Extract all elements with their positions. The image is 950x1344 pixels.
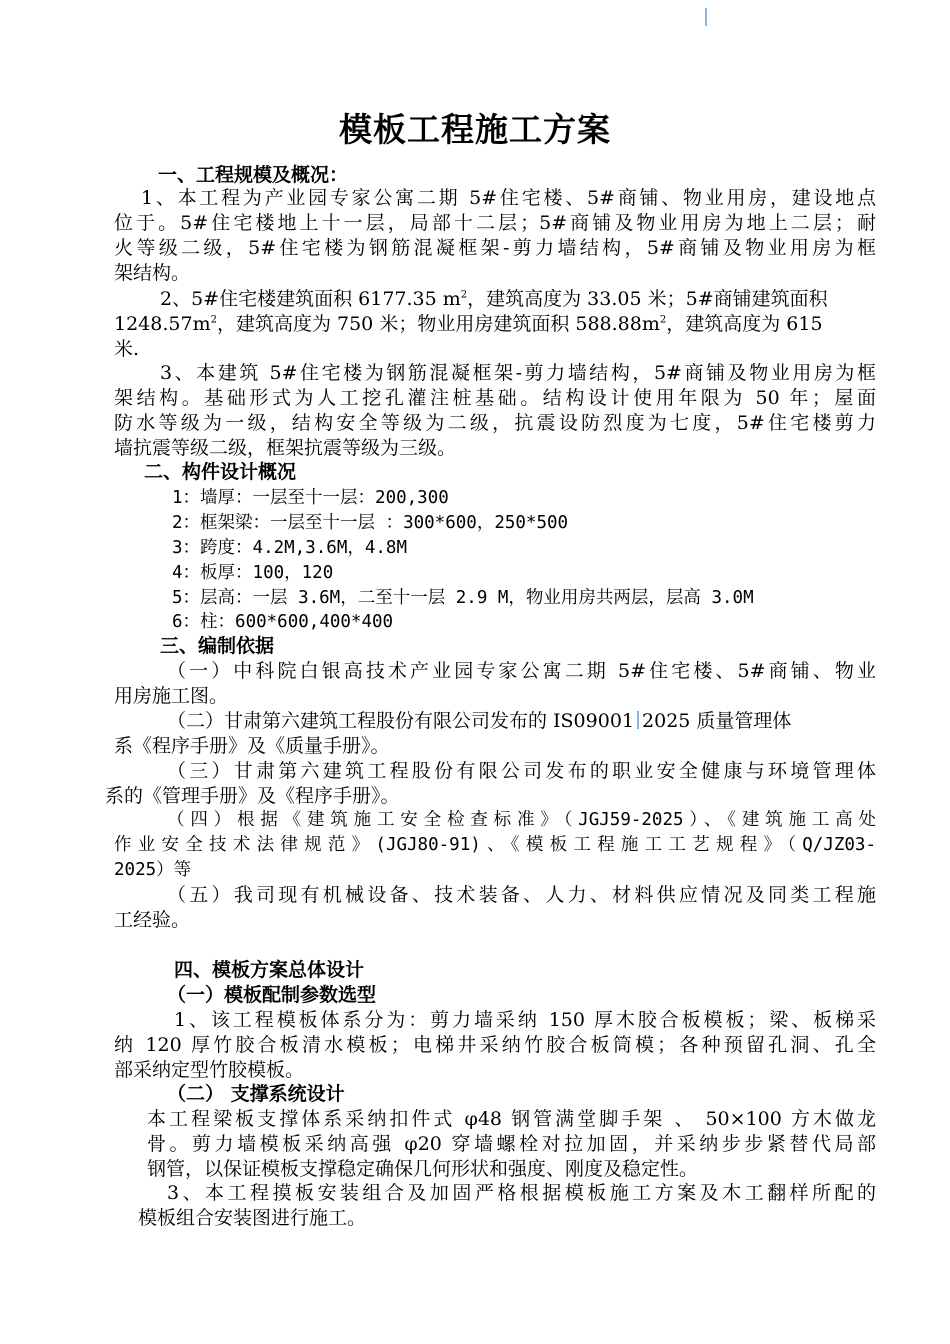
cursor-mark: [705, 8, 707, 26]
s2-item-1: 1：墙厚：一层至十一层：200,300: [172, 488, 449, 508]
section-3-heading: 三、编制依据: [160, 635, 275, 657]
s3-b4-line-1: （四）根据《建筑施工安全检查标准》（JGJ59-2025）、《建筑施工高处: [167, 810, 876, 830]
s4-p1-line-1: 1、该工程模板体系分为：剪力墙采纳 150 厚木胶合板模板；梁、板梯采: [174, 1009, 876, 1031]
s4-p3-line-1: 3、本工程摸板安装组合及加固严格根据模板施工方案及木工翻样所配的: [167, 1182, 876, 1204]
section-1-heading: 一、工程规模及概况：: [158, 164, 349, 186]
s1-p2-line-2: $1248.57m^2$，建筑高度为 750 米；物业用房建筑面积 $588.88m^2$，建筑高度为 615: [114, 313, 823, 335]
s3-b2-line-2: 系《程序手册》及《质量手册》。: [114, 735, 390, 757]
s4-p2-line-2: 骨。剪力墙模板采纳高强 φ20 穿墙螺栓对拉加固，并采纳步步紧替代局部: [147, 1133, 876, 1155]
s4-sub2-heading: （二） 支撑系统设计: [167, 1083, 345, 1105]
s3-b5-line-2: 工经验。: [114, 909, 191, 931]
section-2-heading: 二、构件设计概况: [144, 461, 297, 483]
s2-item-2: 2：框架梁：一层至十一层 ：300*600，250*500: [172, 513, 569, 533]
s3-b4-line-3: 2025）等: [114, 860, 192, 880]
s2-item-4: 4：板厚：100，120: [172, 563, 334, 583]
s1-p1-line-3: 火等级二级，5#住宅楼为钢筋混凝框架-剪力墙结构，5#商铺及物业用房为框: [114, 237, 876, 259]
s1-p3-line-4: 墙抗震等级二级，框架抗震等级为三级。: [114, 437, 457, 459]
s2-item-6: 6：柱：600*600,400*400: [172, 612, 394, 632]
s1-p1-line-4: 架结构。: [114, 262, 191, 284]
s4-sub1-heading: （一）模板配制参数选型: [167, 984, 377, 1006]
s3-b4-line-2: 作业安全技术法律规范》(JGJ80-91)、《模板工程施工工艺规程》（Q/JZ03-: [114, 835, 876, 855]
s3-b5-line-1: （五）我司现有机械设备、技术装备、人力、材料供应情况及同类工程施: [167, 884, 876, 906]
s4-p2-line-3: 钢管，以保证模板支撑稳定确保几何形状和强度、刚度及稳定性。: [147, 1158, 699, 1180]
s4-p3-line-2: 模板组合安装图进行施工。: [138, 1207, 367, 1229]
s3-b2-line-1: （二）甘肃第六建筑工程股份有限公司发布的 IS09001 2025 质量管理体: [167, 710, 792, 732]
s3-b1-line-2: 用房施工图。: [114, 685, 229, 707]
s2-item-5: 5：层高：一层 3.6M，二至十一层 2.9 M，物业用房共两层，层高 3.0M: [172, 588, 754, 608]
page-title: 模板工程施工方案: [339, 110, 611, 149]
section-4-heading: 四、模板方案总体设计: [174, 959, 365, 981]
s2-item-3: 3：跨度：4.2M,3.6M，4.8M: [172, 538, 408, 558]
s3-b3-line-1: （三）甘肃第六建筑工程股份有限公司发布的职业安全健康与环境管理体: [167, 760, 876, 782]
s1-p3-line-1: 3、本建筑 5#住宅楼为钢筋混凝框架-剪力墙结构，5#商铺及物业用房为框: [160, 362, 876, 384]
text-cursor-mark: [637, 711, 639, 729]
s4-p1-line-3: 部采纳定型竹胶模板。: [114, 1059, 305, 1081]
s4-p2-line-1: 本工程梁板支撑体系采纳扣件式 φ48 钢管满堂脚手架 、 50×100 方木做龙: [147, 1108, 876, 1130]
s4-p1-line-2: 纳 120 厚竹胶合板清水模板；电梯井采纳竹胶合板筒模；各种预留孔洞、孔全: [114, 1034, 876, 1056]
s1-p1-line-2: 位于。5#住宅楼地上十一层，局部十二层；5#商铺及物业用房为地上二层；耐: [114, 212, 876, 234]
s1-p2-line-1: 2、5#住宅楼建筑面积 6177.35 $m^2$，建筑高度为 33.05 米；5#商铺建筑面积: [160, 288, 828, 310]
s3-b3-line-2: 系的《管理手册》及《程序手册》。: [105, 785, 400, 807]
s3-b1-line-1: （一）中科院白银高技术产业园专家公寓二期 5#住宅楼、5#商铺、物业: [167, 660, 876, 682]
s1-p3-line-3: 防水等级为一级，结构安全等级为二级，抗震设防烈度为七度，5#住宅楼剪力: [114, 412, 876, 434]
s1-p3-line-2: 架结构。基础形式为人工挖孔灌注桩基础。结构设计使用年限为 50 年；屋面: [114, 387, 876, 409]
s1-p2-line-3: 米.: [114, 338, 140, 360]
s1-p1-line-1: 1、本工程为产业园专家公寓二期 5#住宅楼、5#商铺、物业用房，建设地点: [141, 187, 876, 209]
